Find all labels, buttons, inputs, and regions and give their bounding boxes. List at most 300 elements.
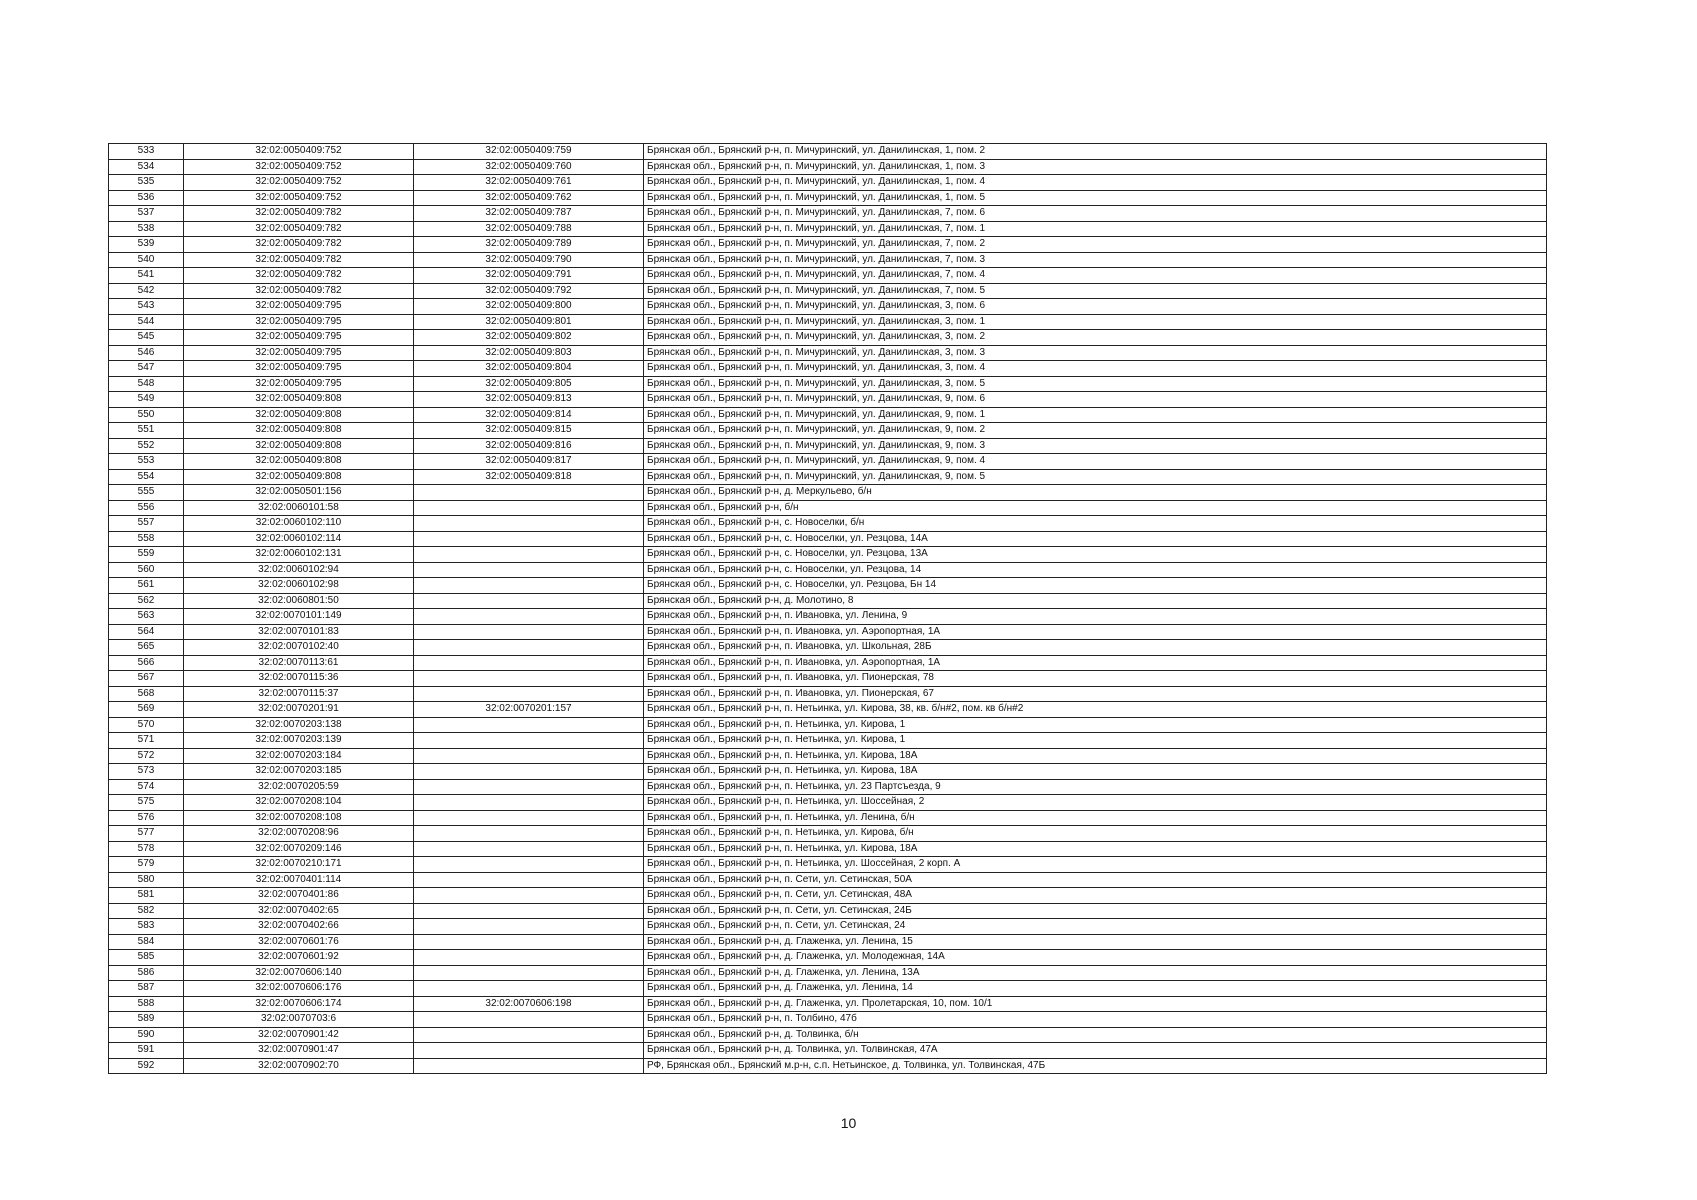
table-row <box>109 981 1547 997</box>
cadastral-number-cell: 32:02:0060102:131 <box>184 547 414 563</box>
related-cadastral-number-cell <box>414 547 644 563</box>
cadastral-number-cell: 32:02:0070203:139 <box>184 733 414 749</box>
address-cell: Брянская обл., Брянский р-н, п. Ивановка, ул. Аэропортная, 1А <box>644 655 1547 671</box>
table-row <box>109 764 1547 780</box>
address-cell: Брянская обл., Брянский р-н, с. Новоселки, ул. Резцова, Бн 14 <box>644 578 1547 594</box>
row-number-cell: 556 <box>109 500 184 516</box>
cadastral-number-cell: 32:02:0060102:114 <box>184 531 414 547</box>
address-cell: Брянская обл., Брянский р-н, п. Мичуринский, ул. Данилинская, 1, пом. 2 <box>644 144 1547 160</box>
table-row <box>109 376 1547 392</box>
row-number-cell: 555 <box>109 485 184 501</box>
address-cell: Брянская обл., Брянский р-н, п. Мичуринский, ул. Данилинская, 3, пом. 2 <box>644 330 1547 346</box>
cadastral-number-cell: 32:02:0050409:808 <box>184 423 414 439</box>
cadastral-number-cell: 32:02:0070601:92 <box>184 950 414 966</box>
table-row <box>109 826 1547 842</box>
cadastral-number-cell: 32:02:0050409:795 <box>184 361 414 377</box>
related-cadastral-number-cell: 32:02:0050409:818 <box>414 469 644 485</box>
related-cadastral-number-cell: 32:02:0070201:157 <box>414 702 644 718</box>
related-cadastral-number-cell <box>414 950 644 966</box>
table-row <box>109 221 1547 237</box>
related-cadastral-number-cell <box>414 640 644 656</box>
row-number-cell: 539 <box>109 237 184 253</box>
address-cell: Брянская обл., Брянский р-н, д. Глаженка, ул. Ленина, 15 <box>644 934 1547 950</box>
cadastral-number-cell: 32:02:0050409:808 <box>184 469 414 485</box>
related-cadastral-number-cell <box>414 609 644 625</box>
table-row <box>109 857 1547 873</box>
cadastral-number-cell: 32:02:0070210:171 <box>184 857 414 873</box>
row-number-cell: 540 <box>109 252 184 268</box>
table-row <box>109 562 1547 578</box>
address-cell: Брянская обл., Брянский р-н, п. Мичуринский, ул. Данилинская, 9, пом. 3 <box>644 438 1547 454</box>
row-number-cell: 578 <box>109 841 184 857</box>
related-cadastral-number-cell: 32:02:0050409:805 <box>414 376 644 392</box>
address-cell: Брянская обл., Брянский р-н, п. Мичуринский, ул. Данилинская, 9, пом. 2 <box>644 423 1547 439</box>
address-cell: Брянская обл., Брянский р-н, п. Мичуринский, ул. Данилинская, 7, пом. 4 <box>644 268 1547 284</box>
address-cell: Брянская обл., Брянский р-н, с. Новоселки, ул. Резцова, 13А <box>644 547 1547 563</box>
address-cell: Брянская обл., Брянский р-н, д. Меркульево, б/н <box>644 485 1547 501</box>
related-cadastral-number-cell <box>414 826 644 842</box>
related-cadastral-number-cell <box>414 748 644 764</box>
table-row <box>109 423 1547 439</box>
address-cell: Брянская обл., Брянский р-н, б/н <box>644 500 1547 516</box>
related-cadastral-number-cell <box>414 1027 644 1043</box>
row-number-cell: 568 <box>109 686 184 702</box>
related-cadastral-number-cell: 32:02:0050409:787 <box>414 206 644 222</box>
table-row <box>109 609 1547 625</box>
cadastral-number-cell: 32:02:0070208:104 <box>184 795 414 811</box>
row-number-cell: 576 <box>109 810 184 826</box>
related-cadastral-number-cell <box>414 531 644 547</box>
table-row <box>109 1043 1547 1059</box>
table-row <box>109 903 1547 919</box>
cadastral-number-cell: 32:02:0050409:808 <box>184 407 414 423</box>
table-row <box>109 407 1547 423</box>
cadastral-number-cell: 32:02:0070606:140 <box>184 965 414 981</box>
related-cadastral-number-cell <box>414 733 644 749</box>
row-number-cell: 548 <box>109 376 184 392</box>
related-cadastral-number-cell <box>414 671 644 687</box>
row-number-cell: 564 <box>109 624 184 640</box>
address-cell: Брянская обл., Брянский р-н, п. Мичуринский, ул. Данилинская, 3, пом. 4 <box>644 361 1547 377</box>
related-cadastral-number-cell <box>414 872 644 888</box>
address-cell: Брянская обл., Брянский р-н, д. Глаженка, ул. Молодежная, 14А <box>644 950 1547 966</box>
related-cadastral-number-cell: 32:02:0050409:800 <box>414 299 644 315</box>
row-number-cell: 588 <box>109 996 184 1012</box>
row-number-cell: 542 <box>109 283 184 299</box>
row-number-cell: 574 <box>109 779 184 795</box>
row-number-cell: 549 <box>109 392 184 408</box>
row-number-cell: 589 <box>109 1012 184 1028</box>
address-cell: Брянская обл., Брянский р-н, п. Нетьинка, ул. Кирова, б/н <box>644 826 1547 842</box>
table-row <box>109 314 1547 330</box>
address-cell: Брянская обл., Брянский р-н, п. Мичуринский, ул. Данилинская, 9, пом. 6 <box>644 392 1547 408</box>
row-number-cell: 592 <box>109 1058 184 1074</box>
cadastral-number-cell: 32:02:0050409:808 <box>184 438 414 454</box>
table-row <box>109 748 1547 764</box>
address-cell: Брянская обл., Брянский р-н, п. Сети, ул. Сетинская, 24Б <box>644 903 1547 919</box>
cadastral-number-cell: 32:02:0070606:174 <box>184 996 414 1012</box>
cadastral-number-cell: 32:02:0070201:91 <box>184 702 414 718</box>
related-cadastral-number-cell: 32:02:0050409:759 <box>414 144 644 160</box>
row-number-cell: 559 <box>109 547 184 563</box>
cadastral-number-cell: 32:02:0070203:185 <box>184 764 414 780</box>
row-number-cell: 538 <box>109 221 184 237</box>
related-cadastral-number-cell: 32:02:0050409:803 <box>414 345 644 361</box>
row-number-cell: 569 <box>109 702 184 718</box>
table-row <box>109 144 1547 160</box>
related-cadastral-number-cell: 32:02:0070606:198 <box>414 996 644 1012</box>
cadastral-number-cell: 32:02:0060101:58 <box>184 500 414 516</box>
address-cell: Брянская обл., Брянский р-н, д. Глаженка, ул. Пролетарская, 10, пом. 10/1 <box>644 996 1547 1012</box>
row-number-cell: 543 <box>109 299 184 315</box>
cadastral-number-cell: 32:02:0050409:782 <box>184 283 414 299</box>
table-row <box>109 888 1547 904</box>
address-cell: Брянская обл., Брянский р-н, п. Мичуринский, ул. Данилинская, 7, пом. 6 <box>644 206 1547 222</box>
cadastral-number-cell: 32:02:0050409:808 <box>184 392 414 408</box>
cadastral-number-cell: 32:02:0060102:98 <box>184 578 414 594</box>
row-number-cell: 586 <box>109 965 184 981</box>
row-number-cell: 582 <box>109 903 184 919</box>
related-cadastral-number-cell <box>414 593 644 609</box>
related-cadastral-number-cell <box>414 841 644 857</box>
related-cadastral-number-cell <box>414 888 644 904</box>
address-cell: Брянская обл., Брянский р-н, п. Сети, ул. Сетинская, 50А <box>644 872 1547 888</box>
row-number-cell: 553 <box>109 454 184 470</box>
table-row <box>109 1027 1547 1043</box>
table-row <box>109 438 1547 454</box>
related-cadastral-number-cell: 32:02:0050409:815 <box>414 423 644 439</box>
related-cadastral-number-cell: 32:02:0050409:788 <box>414 221 644 237</box>
table-row <box>109 469 1547 485</box>
related-cadastral-number-cell <box>414 779 644 795</box>
address-cell: Брянская обл., Брянский р-н, п. Сети, ул. Сетинская, 24 <box>644 919 1547 935</box>
address-cell: Брянская обл., Брянский р-н, д. Глаженка, ул. Ленина, 14 <box>644 981 1547 997</box>
cadastral-number-cell: 32:02:0050501:156 <box>184 485 414 501</box>
registry-table-wrapper <box>108 143 1547 1074</box>
table-row <box>109 671 1547 687</box>
table-row <box>109 593 1547 609</box>
address-cell: Брянская обл., Брянский р-н, д. Молотино, 8 <box>644 593 1547 609</box>
related-cadastral-number-cell: 32:02:0050409:792 <box>414 283 644 299</box>
address-cell: РФ, Брянская обл., Брянский м.р-н, с.п. Нетьинское, д. Толвинка, ул. Толвинская, 47Б <box>644 1058 1547 1074</box>
cadastral-number-cell: 32:02:0070902:70 <box>184 1058 414 1074</box>
address-cell: Брянская обл., Брянский р-н, п. Мичуринский, ул. Данилинская, 9, пом. 1 <box>644 407 1547 423</box>
address-cell: Брянская обл., Брянский р-н, п. Нетьинка, ул. Кирова, 1 <box>644 717 1547 733</box>
cadastral-number-cell: 32:02:0050409:795 <box>184 345 414 361</box>
cadastral-number-cell: 32:02:0070101:83 <box>184 624 414 640</box>
related-cadastral-number-cell: 32:02:0050409:802 <box>414 330 644 346</box>
row-number-cell: 547 <box>109 361 184 377</box>
table-row <box>109 578 1547 594</box>
row-number-cell: 580 <box>109 872 184 888</box>
row-number-cell: 573 <box>109 764 184 780</box>
table-row <box>109 330 1547 346</box>
row-number-cell: 533 <box>109 144 184 160</box>
address-cell: Брянская обл., Брянский р-н, с. Новоселки, б/н <box>644 516 1547 532</box>
related-cadastral-number-cell: 32:02:0050409:791 <box>414 268 644 284</box>
related-cadastral-number-cell <box>414 562 644 578</box>
row-number-cell: 581 <box>109 888 184 904</box>
table-row <box>109 516 1547 532</box>
address-cell: Брянская обл., Брянский р-н, п. Мичуринский, ул. Данилинская, 3, пом. 1 <box>644 314 1547 330</box>
cadastral-number-cell: 32:02:0050409:782 <box>184 252 414 268</box>
related-cadastral-number-cell: 32:02:0050409:804 <box>414 361 644 377</box>
cadastral-number-cell: 32:02:0070402:66 <box>184 919 414 935</box>
cadastral-number-cell: 32:02:0070102:40 <box>184 640 414 656</box>
row-number-cell: 545 <box>109 330 184 346</box>
row-number-cell: 570 <box>109 717 184 733</box>
table-row <box>109 500 1547 516</box>
cadastral-number-cell: 32:02:0060102:94 <box>184 562 414 578</box>
table-row <box>109 841 1547 857</box>
cadastral-number-cell: 32:02:0050409:795 <box>184 330 414 346</box>
cadastral-number-cell: 32:02:0060102:110 <box>184 516 414 532</box>
cadastral-number-cell: 32:02:0050409:782 <box>184 221 414 237</box>
row-number-cell: 537 <box>109 206 184 222</box>
address-cell: Брянская обл., Брянский р-н, п. Мичуринский, ул. Данилинская, 1, пом. 4 <box>644 175 1547 191</box>
table-row <box>109 175 1547 191</box>
cadastral-number-cell: 32:02:0050409:752 <box>184 144 414 160</box>
table-row <box>109 237 1547 253</box>
row-number-cell: 552 <box>109 438 184 454</box>
table-row <box>109 283 1547 299</box>
address-cell: Брянская обл., Брянский р-н, п. Нетьинка, ул. Кирова, 1 <box>644 733 1547 749</box>
address-cell: Брянская обл., Брянский р-н, п. Мичуринский, ул. Данилинская, 7, пом. 1 <box>644 221 1547 237</box>
address-cell: Брянская обл., Брянский р-н, п. Мичуринский, ул. Данилинская, 7, пом. 5 <box>644 283 1547 299</box>
address-cell: Брянская обл., Брянский р-н, п. Мичуринский, ул. Данилинская, 3, пом. 5 <box>644 376 1547 392</box>
related-cadastral-number-cell <box>414 903 644 919</box>
address-cell: Брянская обл., Брянский р-н, п. Мичуринский, ул. Данилинская, 9, пом. 4 <box>644 454 1547 470</box>
row-number-cell: 554 <box>109 469 184 485</box>
table-row <box>109 640 1547 656</box>
related-cadastral-number-cell <box>414 857 644 873</box>
table-row <box>109 810 1547 826</box>
address-cell: Брянская обл., Брянский р-н, п. Мичуринский, ул. Данилинская, 9, пом. 5 <box>644 469 1547 485</box>
row-number-cell: 560 <box>109 562 184 578</box>
address-cell: Брянская обл., Брянский р-н, п. Мичуринский, ул. Данилинская, 3, пом. 6 <box>644 299 1547 315</box>
related-cadastral-number-cell <box>414 981 644 997</box>
cadastral-number-cell: 32:02:0070601:76 <box>184 934 414 950</box>
address-cell: Брянская обл., Брянский р-н, п. Нетьинка, ул. Кирова, 18А <box>644 841 1547 857</box>
row-number-cell: 584 <box>109 934 184 950</box>
row-number-cell: 535 <box>109 175 184 191</box>
address-cell: Брянская обл., Брянский р-н, п. Нетьинка, ул. Кирова, 38, кв. б/н#2, пом. кв б/н#2 <box>644 702 1547 718</box>
row-number-cell: 575 <box>109 795 184 811</box>
cadastral-number-cell: 32:02:0070606:176 <box>184 981 414 997</box>
table-row <box>109 531 1547 547</box>
related-cadastral-number-cell <box>414 1043 644 1059</box>
related-cadastral-number-cell <box>414 764 644 780</box>
row-number-cell: 579 <box>109 857 184 873</box>
table-row <box>109 779 1547 795</box>
related-cadastral-number-cell: 32:02:0050409:789 <box>414 237 644 253</box>
cadastral-number-cell: 32:02:0070115:36 <box>184 671 414 687</box>
row-number-cell: 572 <box>109 748 184 764</box>
related-cadastral-number-cell <box>414 717 644 733</box>
related-cadastral-number-cell: 32:02:0050409:817 <box>414 454 644 470</box>
cadastral-number-cell: 32:02:0050409:782 <box>184 206 414 222</box>
address-cell: Брянская обл., Брянский р-н, п. Мичуринский, ул. Данилинская, 7, пом. 2 <box>644 237 1547 253</box>
table-row <box>109 655 1547 671</box>
cadastral-number-cell: 32:02:0050409:795 <box>184 376 414 392</box>
row-number-cell: 561 <box>109 578 184 594</box>
table-row <box>109 872 1547 888</box>
related-cadastral-number-cell: 32:02:0050409:760 <box>414 159 644 175</box>
address-cell: Брянская обл., Брянский р-н, п. Нетьинка, ул. Ленина, б/н <box>644 810 1547 826</box>
row-number-cell: 562 <box>109 593 184 609</box>
row-number-cell: 558 <box>109 531 184 547</box>
table-row <box>109 1012 1547 1028</box>
cadastral-number-cell: 32:02:0050409:752 <box>184 159 414 175</box>
table-row <box>109 547 1547 563</box>
row-number-cell: 541 <box>109 268 184 284</box>
table-row <box>109 965 1547 981</box>
row-number-cell: 550 <box>109 407 184 423</box>
table-row <box>109 686 1547 702</box>
row-number-cell: 590 <box>109 1027 184 1043</box>
table-row <box>109 934 1547 950</box>
row-number-cell: 583 <box>109 919 184 935</box>
related-cadastral-number-cell <box>414 919 644 935</box>
cadastral-number-cell: 32:02:0060801:50 <box>184 593 414 609</box>
table-row <box>109 702 1547 718</box>
cadastral-number-cell: 32:02:0070203:138 <box>184 717 414 733</box>
address-cell: Брянская обл., Брянский р-н, д. Глаженка, ул. Ленина, 13А <box>644 965 1547 981</box>
address-cell: Брянская обл., Брянский р-н, с. Новоселки, ул. Резцова, 14А <box>644 531 1547 547</box>
related-cadastral-number-cell: 32:02:0050409:814 <box>414 407 644 423</box>
related-cadastral-number-cell: 32:02:0050409:801 <box>414 314 644 330</box>
row-number-cell: 536 <box>109 190 184 206</box>
related-cadastral-number-cell: 32:02:0050409:762 <box>414 190 644 206</box>
row-number-cell: 563 <box>109 609 184 625</box>
address-cell: Брянская обл., Брянский р-н, п. Ивановка, ул. Аэропортная, 1А <box>644 624 1547 640</box>
address-cell: Брянская обл., Брянский р-н, п. Толбино, 47б <box>644 1012 1547 1028</box>
related-cadastral-number-cell: 32:02:0050409:816 <box>414 438 644 454</box>
table-row <box>109 624 1547 640</box>
cadastral-number-cell: 32:02:0070208:96 <box>184 826 414 842</box>
row-number-cell: 557 <box>109 516 184 532</box>
cadastral-number-cell: 32:02:0070101:149 <box>184 609 414 625</box>
row-number-cell: 571 <box>109 733 184 749</box>
row-number-cell: 565 <box>109 640 184 656</box>
related-cadastral-number-cell: 32:02:0050409:813 <box>414 392 644 408</box>
cadastral-number-cell: 32:02:0050409:808 <box>184 454 414 470</box>
related-cadastral-number-cell <box>414 965 644 981</box>
related-cadastral-number-cell <box>414 500 644 516</box>
address-cell: Брянская обл., Брянский р-н, д. Толвинка, б/н <box>644 1027 1547 1043</box>
table-row <box>109 252 1547 268</box>
cadastral-number-cell: 32:02:0050409:752 <box>184 190 414 206</box>
cadastral-number-cell: 32:02:0050409:752 <box>184 175 414 191</box>
table-row <box>109 299 1547 315</box>
related-cadastral-number-cell <box>414 485 644 501</box>
row-number-cell: 544 <box>109 314 184 330</box>
table-row <box>109 485 1547 501</box>
related-cadastral-number-cell <box>414 516 644 532</box>
table-row <box>109 345 1547 361</box>
row-number-cell: 566 <box>109 655 184 671</box>
row-number-cell: 567 <box>109 671 184 687</box>
table-row <box>109 795 1547 811</box>
cadastral-number-cell: 32:02:0070901:42 <box>184 1027 414 1043</box>
address-cell: Брянская обл., Брянский р-н, п. Сети, ул. Сетинская, 48А <box>644 888 1547 904</box>
cadastral-number-cell: 32:02:0070401:114 <box>184 872 414 888</box>
cadastral-number-cell: 32:02:0070203:184 <box>184 748 414 764</box>
row-number-cell: 587 <box>109 981 184 997</box>
cadastral-number-cell: 32:02:0050409:782 <box>184 237 414 253</box>
row-number-cell: 585 <box>109 950 184 966</box>
cadastral-number-cell: 32:02:0070115:37 <box>184 686 414 702</box>
table-row <box>109 454 1547 470</box>
related-cadastral-number-cell <box>414 624 644 640</box>
table-row <box>109 1058 1547 1074</box>
address-cell: Брянская обл., Брянский р-н, п. Мичуринский, ул. Данилинская, 1, пом. 5 <box>644 190 1547 206</box>
cadastral-number-cell: 32:02:0070901:47 <box>184 1043 414 1059</box>
cadastral-number-cell: 32:02:0070209:146 <box>184 841 414 857</box>
cadastral-number-cell: 32:02:0050409:795 <box>184 314 414 330</box>
related-cadastral-number-cell <box>414 655 644 671</box>
related-cadastral-number-cell <box>414 686 644 702</box>
related-cadastral-number-cell: 32:02:0050409:790 <box>414 252 644 268</box>
table-row <box>109 717 1547 733</box>
cadastral-number-cell: 32:02:0070208:108 <box>184 810 414 826</box>
address-cell: Брянская обл., Брянский р-н, д. Толвинка, ул. Толвинская, 47А <box>644 1043 1547 1059</box>
cadastral-number-cell: 32:02:0070113:61 <box>184 655 414 671</box>
address-cell: Брянская обл., Брянский р-н, п. Ивановка, ул. Школьная, 28Б <box>644 640 1547 656</box>
table-row <box>109 268 1547 284</box>
cadastral-number-cell: 32:02:0050409:782 <box>184 268 414 284</box>
address-cell: Брянская обл., Брянский р-н, п. Ивановка, ул. Пионерская, 67 <box>644 686 1547 702</box>
address-cell: Брянская обл., Брянский р-н, п. Мичуринский, ул. Данилинская, 7, пом. 3 <box>644 252 1547 268</box>
table-row <box>109 996 1547 1012</box>
address-cell: Брянская обл., Брянский р-н, п. Мичуринский, ул. Данилинская, 3, пом. 3 <box>644 345 1547 361</box>
address-cell: Брянская обл., Брянский р-н, с. Новоселки, ул. Резцова, 14 <box>644 562 1547 578</box>
table-row <box>109 190 1547 206</box>
row-number-cell: 551 <box>109 423 184 439</box>
row-number-cell: 534 <box>109 159 184 175</box>
cadastral-number-cell: 32:02:0070703:6 <box>184 1012 414 1028</box>
table-row <box>109 392 1547 408</box>
cadastral-number-cell: 32:02:0070401:86 <box>184 888 414 904</box>
address-cell: Брянская обл., Брянский р-н, п. Нетьинка, ул. Кирова, 18А <box>644 764 1547 780</box>
table-row <box>109 361 1547 377</box>
row-number-cell: 591 <box>109 1043 184 1059</box>
table-row <box>109 206 1547 222</box>
cadastral-number-cell: 32:02:0050409:795 <box>184 299 414 315</box>
cadastral-number-cell: 32:02:0070205:59 <box>184 779 414 795</box>
address-cell: Брянская обл., Брянский р-н, п. Ивановка, ул. Пионерская, 78 <box>644 671 1547 687</box>
table-row <box>109 950 1547 966</box>
table-row <box>109 159 1547 175</box>
address-cell: Брянская обл., Брянский р-н, п. Нетьинка, ул. 23 Партсъезда, 9 <box>644 779 1547 795</box>
table-row <box>109 919 1547 935</box>
row-number-cell: 577 <box>109 826 184 842</box>
cadastral-number-cell: 32:02:0070402:65 <box>184 903 414 919</box>
address-cell: Брянская обл., Брянский р-н, п. Мичуринский, ул. Данилинская, 1, пом. 3 <box>644 159 1547 175</box>
related-cadastral-number-cell <box>414 934 644 950</box>
row-number-cell: 546 <box>109 345 184 361</box>
related-cadastral-number-cell <box>414 1012 644 1028</box>
page-number: 10 <box>840 1115 857 1131</box>
related-cadastral-number-cell <box>414 810 644 826</box>
address-cell: Брянская обл., Брянский р-н, п. Ивановка, ул. Ленина, 9 <box>644 609 1547 625</box>
related-cadastral-number-cell: 32:02:0050409:761 <box>414 175 644 191</box>
address-cell: Брянская обл., Брянский р-н, п. Нетьинка, ул. Шоссейная, 2 <box>644 795 1547 811</box>
registry-table <box>108 143 1547 1074</box>
related-cadastral-number-cell <box>414 578 644 594</box>
address-cell: Брянская обл., Брянский р-н, п. Нетьинка, ул. Кирова, 18А <box>644 748 1547 764</box>
address-cell: Брянская обл., Брянский р-н, п. Нетьинка, ул. Шоссейная, 2 корп. А <box>644 857 1547 873</box>
